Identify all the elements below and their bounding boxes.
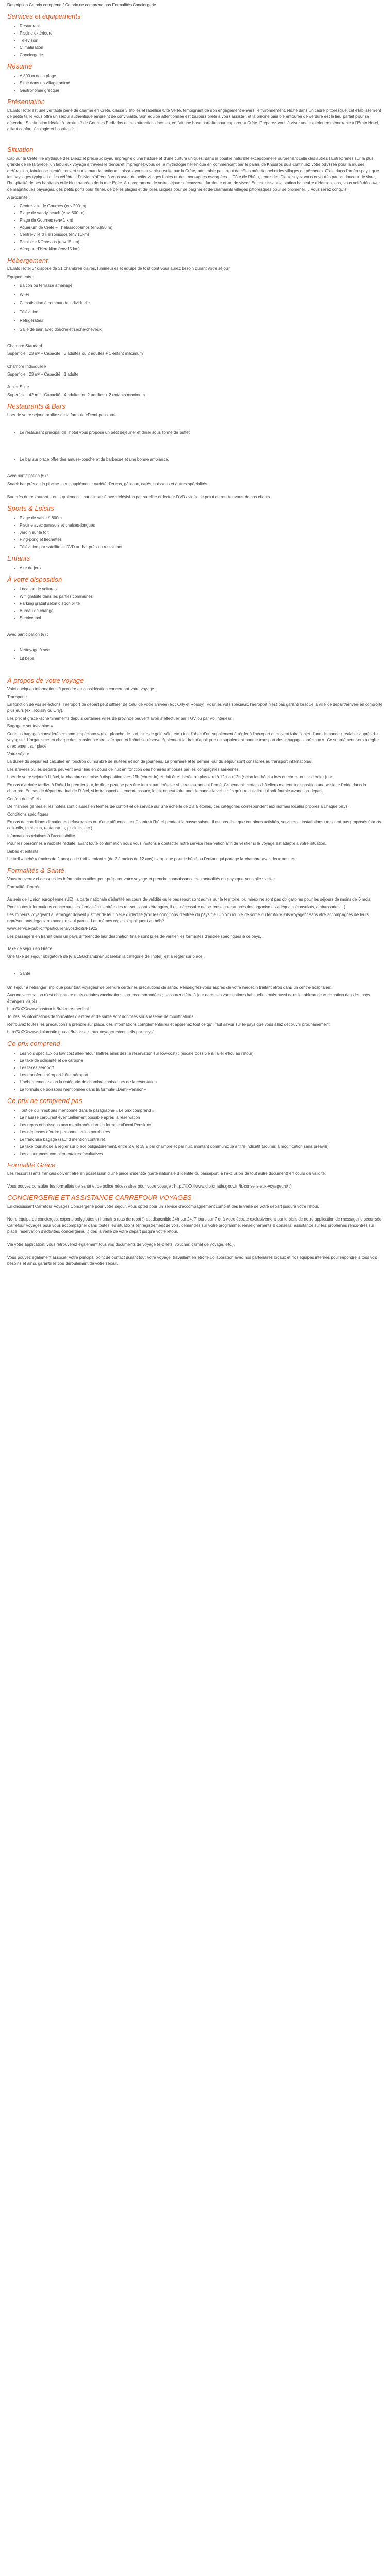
propos-paragraph: De manière générale, les hôtels sont classés en termes de confort et de service sur une échelle de 2 à 5 étoiles, ces catégories correspondent aux normes locales propres à chaque pays. — [7, 804, 349, 809]
formalites-paragraph: Pour toutes informations concernant les formalités d’entrée des ressortissants étrangers, il est nécessaire de se renseigner auprès des organismes adéquats (consulats, ambassades…). — [7, 904, 347, 909]
list-item: • Wifi gratuite dans les parties communes — [20, 594, 384, 600]
proximite-label: A proximité : — [7, 195, 30, 200]
propos-paragraph: Voici quelques informations à prendre en considération concernant votre voyage. — [7, 686, 155, 691]
list-item: • Aquarium de Crète – Thalassocosmos (env.850 m) — [20, 225, 384, 231]
disposition-list-paid — [7, 647, 384, 662]
list-item: • Lit bébé — [20, 656, 384, 662]
ne-comprend-list — [7, 1108, 384, 1157]
list-item: • Conciergerie — [20, 52, 384, 58]
list-item: • La hausse carburant éventuellement possible après la réservation — [20, 1115, 384, 1121]
list-item: • Piscine avec parasols et chaises-longues — [20, 522, 384, 529]
formalites-paragraph: Au sein de l’Union européenne (UE), la carte nationale d’identité en cours de validité ou le passeport sont admis sur le territoire, ou mieux ne sont pas obligatoires pour les séjours de moins de 6 mois. — [7, 896, 372, 902]
list-item: • Centre-ville de Gournes (env.200 m) — [20, 203, 384, 209]
hebergement-list — [7, 283, 384, 333]
restaurants-title: Restaurants & Bars — [7, 402, 66, 411]
situation-list — [7, 203, 384, 252]
propos-paragraph: En fonction de vos sélections, l’aéroport de départ peut différer de celui de votre arrivée (ex : Orly et Roissy). Pour les vols spéciaux, l’aéroport n’est pas garanti lorsque la ville de départ/arrivée en comporte plusieurs (ex : Roissy ou Orly). — [7, 702, 383, 713]
formalites-paragraph: Une taxe de séjour obligatoire de [€ à 15€/chambre/nuit (selon la catégorie de l’hôtel) est à régler sur place. — [7, 954, 204, 959]
propos-paragraph: Informations relatives à l’accessibilité — [7, 833, 75, 838]
list-item: • L’hébergement selon la catégorie de chambre choisie lors de la réservation — [20, 1079, 384, 1086]
room-desc: Superficie : 23 m² – Capacité : 1 adulte — [7, 372, 79, 377]
presentation-title: Présentation — [7, 97, 45, 106]
hebergement-title: Hébergement — [7, 256, 48, 264]
conciergerie-paragraph: Vous pouvez également associer votre principal point de contact durant tout votre voyage, travaillant en étroite collaboration avec nos partenaires locaux et nos équipes internes pour répondre à tous vos besoins et ainsi, garantir le bon déroulement de votre séjour. — [7, 1255, 377, 1266]
situation-text: Cap sur la Crète, île mythique des Dieux et précieux joyau imprégné d’une histoire et d’une culture uniques, dans la bouillie naturelle exceptionnelle surprenant celle des autres ! Entreprenez sur la plus grande de ile la Grèce, un fabuleux voyage à travers le temps et imprégnez-vous de la mythologie hellénique en commençant par le palais de Knossos puis continuez votre odyssée pour la musée d’Héraklion, fabuleuse bientôt couvert sur le mandat antique. Laissez-vous envahir ensuite par la Crète, admirable petit bout de côtes méridionnel et les villages de pêcheurs. C’est dans l’arrière-pays, que les paysages typiques et les célèbres d’olivier s’offrent à vous avec de petits villages isolés et des montagnes escarpées… Côté de Rhétu, tenez des Dieux soyez vous envoutés par sa douceur de vivre, l’hospitalité de ses habitants et le bleu azuréen de la mer Egée. Au programme de votre séjour : découverte, farniente et art de vivre ! En choisissant la station balnéaire d’Hersonissos, vous voilà découvrir de magnifiques paysages, des petits ports pour flâner, de belles plages et de jolies criques pour se baigner et de charmants villages pittoresques pour se promener… Vous serez conquis ! — [7, 156, 380, 192]
formalites-paragraph: Taxe de séjour en Grèce — [7, 946, 53, 951]
propos-title: À propos de votre voyage — [7, 676, 84, 685]
list-item: • La taxe de solidarité et de carbone — [20, 1058, 384, 1064]
list-item: • Télévision — [20, 309, 384, 315]
formalites-paragraph: Aucune vaccination n’est obligatoire mais certains vaccinations sont recommandées ; s’assurer d’être à jour dans ses vaccinations habituelles mais aussi dans le tableau de vaccination dans les pays étrangers visités. — [7, 992, 370, 1004]
formalites-paragraph: Un séjour à l’étranger implique pour tout voyageur de prendre certaines précautions de santé. Renseignez-vous auprès de votre médecin traitant et/ou dans un centre hospitalier. — [7, 985, 332, 990]
resume-title: Résumé — [7, 62, 32, 70]
services-list — [7, 23, 384, 58]
propos-paragraph: La durée du séjour est calculée en fonction du nombre de nuitées et non de journées. La première et le dernier jour du séjour sont consacrés au transport international. — [7, 759, 313, 764]
restaurants-extra: Bar près du restaurant – en supplément : bar climatisé avec télévision par satellite et lecteur DVD / vidéo, le point de rendez-vous de nos clients. — [7, 495, 271, 500]
formalites-paragraph: Vous trouverez ci-dessous les informations utiles pour préparer votre voyage et prendre connaissance des actualités du pays que vous allez visiter. — [7, 876, 276, 882]
list-item: • Situé dans un village animé — [20, 80, 384, 87]
list-item: • La formule de boissons mentionnée dans la formule «Demi-Pension» — [20, 1087, 384, 1093]
disposition-list — [7, 586, 384, 621]
presentation-text: L’Erato Hotel est une véritable perle de charme en Crète, classé 3 étoiles et labellisé Cité Verte, témoignant de son engagement envers l’environnement. Niché dans un cadre pittoresque, cet établissement de petite taille vous offre un séjour authentique empreint de convivialité. Son équipe attentionnée est toujours prête à vous assister, et la piscine paisible entourée de verdure est le lieu parfait pour se détendre. Sa situation idéale, à proximité de Gournes Pediados et des attractions locales, en fait une base parfaite pour explorer la Crète. Préparez-vous à vivre une expérience mémorable à l’Erato Hotel, alliant confort, écologie et hospitalité. — [7, 108, 381, 131]
propos-paragraph: Conditions spécifiques — [7, 811, 49, 817]
enfants-list — [7, 565, 384, 571]
formalite-grece-title: Formalité Grèce — [7, 1161, 56, 1169]
list-item: • Le restaurant principal de l’hôtel vous propose un petit déjeuner et dîner sous forme de buffet — [20, 430, 384, 436]
page-content — [0, 0, 391, 1274]
sante-list — [7, 971, 384, 977]
propos-paragraph: Pour les personnes à mobilité réduite, avant toute confirmation nous vous invitons à contacter notre service réservation afin de vérifier si le voyage est adapté à votre situation. — [7, 841, 327, 846]
list-item: • Climatisation à commande individuelle — [20, 300, 384, 307]
propos-paragraph: Bagage « soute/cabine » — [7, 723, 53, 728]
conciergerie-title: CONCIERGERIE ET ASSISTANCE CARREFOUR VOYAGES — [7, 1194, 192, 1202]
conciergerie-paragraph: Via votre application, vous retrouverez également tous vos documents de voyage (e-billets, voucher, carnet de voyage, etc.). — [7, 1242, 235, 1247]
formalites-title: Formalités & Santé — [7, 866, 64, 874]
equipements-label: Equipements : — [7, 275, 34, 280]
list-item: • Service taxi — [20, 615, 384, 621]
list-item: • Centre-ville d’Hersonissos (env.10km) — [20, 232, 384, 238]
conciergerie-paragraph: En choisissant Carrefour Voyages Conciergerie pour votre séjour, vous optez pour un service d’accompagnement complet dès la veille de votre départ jusqu’à votre retour. — [7, 1204, 319, 1209]
list-item: • La taxe touristique à régler sur place obligatoirement, entre 2 € et 15 € par chambre et par nuit, montant communiqué à titre indicatif (soumis à modification sans préavis) — [20, 1144, 384, 1150]
list-item: • Wi-Fi — [20, 292, 384, 298]
hebergement-text: L’Erato Hotel 3* dispose de 31 chambres claires, lumineuses et équipé de tout dont vous aurez besoin durant votre séjour. — [7, 266, 231, 272]
room-name: Chambre Standard — [7, 344, 42, 349]
propos-paragraph: Transport : — [7, 694, 27, 699]
propos-paragraph: Votre séjour — [7, 751, 29, 756]
list-item: • Parking gratuit selon disponibilité — [20, 601, 384, 607]
formalite-grece-paragraph: Les ressortissants français doivent être en possession d’une pièce d’identité (carte nationale d’identité ou passeport, à l’exclusion de tout autre document) en cours de validité. — [7, 1171, 327, 1176]
conciergerie-paragraph: Notre équipe de concierges, experts polyglottes et humains (pas de robot !) est disponible 24h sur 24, 7 jours sur 7 et à votre écoute exclusivement par le biais de notre application de messagerie sécurisée, Carrefour Voyages pour vous accompagner dans toutes les situations (enregistrement de vols, demandes sur votre programme, renseignements & conseils, assistance sur les problèmes rencontrés sur place, réservation d’activités, conciergerie…) dès la veille de votre départ jusqu’à votre retour. — [7, 1217, 383, 1234]
intro-line: Description Ce prix comprend / Ce prix ne comprend pas Formalités Conciergerie — [7, 3, 156, 7]
list-item: • Restaurant — [20, 23, 384, 29]
avec-participation-label: Avec participation (€) : — [7, 632, 48, 637]
list-item: • Plage de Gournes (env.1 km) — [20, 217, 384, 224]
list-item: • Nettoyage à sec — [20, 647, 384, 653]
list-item: • Télévision par satellite et DVD au bar près du restaurant — [20, 544, 384, 550]
disposition-title: À votre disposition — [7, 575, 62, 584]
room-name: Chambre Individuelle — [7, 364, 46, 369]
propos-paragraph: Certains bagages considérés comme « spéciaux » (ex : planche de surf, club de golf, vélo, etc.) font l’objet d’un supplément à régler à l’aéroport et doivent faire l’objet d’une demande préalable auprès du voyagiste. L’organisme en charge des transferts entre l’aéroport et l’hôtel se réserve également le droit d’appliquer un supplément pour le transport des « bagages spéciaux ». Ce supplément sera à régler directement sur place. — [7, 731, 379, 749]
formalites-link[interactable]: http://XXXXwww.pasteur.fr /fr/centre-medical — [7, 1006, 89, 1011]
list-item: • Jardin sur le toit — [20, 530, 384, 536]
formalites-paragraph: Formalité d’entrée — [7, 884, 41, 889]
list-item: • Aire de jeux — [20, 565, 384, 571]
restaurants-extra: Snack bar près de la piscine – en supplément : variété d’encas, gâteaux, cafés, boissons et autres spécialités — [7, 482, 207, 487]
formalites-paragraph: Les mineurs voyageant à l’étranger doivent justifier de leur pièce d’identité (voir les conditions d’entrée du pays de l’Union) munie de sortie du territoire s’ils voyagent sans être accompagnés de leurs représentants légaux ou avec un seul parent. Les mêmes règles s’appliquent au bébé. — [7, 912, 369, 923]
list-item: • Climatisation — [20, 45, 384, 51]
comprend-list — [7, 1050, 384, 1093]
formalites-paragraph: Les passagers en transit dans un pays différent de leur destination finale sont priés de vérifier les formalités d’entrée spécifiques à ce pays. — [7, 934, 262, 939]
propos-paragraph: Le tarif « bébé » (moins de 2 ans) ou le tarif « enfant » (de 2 à moins de 12 ans) s’applique pour le bébé ou l’enfant qui partage la chambre avec deux adultes. — [7, 856, 297, 861]
list-item: • Le bar sur place offre des amuse-bouche et du barbecue et une bonne ambiance. — [20, 456, 384, 463]
sports-title: Sports & Loisirs — [7, 504, 55, 513]
restaurants-text: Lors de votre séjour, profitez de la formule «Demi-pension». — [7, 413, 117, 418]
list-item: • Palais de KOnossos (env.15 km) — [20, 239, 384, 245]
list-item: • Le franchise bagage (sauf d mention contraire) — [20, 1137, 384, 1143]
list-item: • Location de voitures — [20, 586, 384, 592]
enfants-title: Enfants — [7, 554, 30, 563]
list-item: • Piscine extérieure — [20, 30, 384, 37]
room-name: Junior Suite — [7, 385, 29, 390]
list-item: • Salle de bain avec douche et sèche-cheveux — [20, 327, 384, 333]
propos-body — [7, 686, 384, 862]
list-item: • Plage de sable à 800m — [20, 515, 384, 521]
situation-title: Situation — [7, 145, 34, 154]
list-item: • Les taxes aéroport — [20, 1065, 384, 1071]
room-desc: Superficie : 42 m² – Capacité : 4 adultes ou 2 adultes + 2 enfants maximum — [7, 393, 145, 398]
list-item: • Aéroport d’Héraklion (env.15 km) — [20, 246, 384, 252]
list-item: • Tout ce qui n’est pas mentionné dans le paragraphe « Le prix comprend » — [20, 1108, 384, 1114]
list-item: • Ping-pong et fléchettes — [20, 537, 384, 543]
list-item: • Balcon ou terrasse aménagé — [20, 283, 384, 289]
propos-paragraph: Bébés et enfants — [7, 849, 39, 854]
services-title: Services et équipements — [7, 12, 81, 20]
list-item: • Bureau de change — [20, 608, 384, 614]
propos-paragraph: Les prix et grace -acheminements depuis certaines villes de province peuvent avoir s’effectuer par TGV ou par voi intérieur. — [7, 716, 233, 721]
list-item: • Les dépenses d’ordre personnel et les pourboires — [20, 1129, 384, 1136]
list-item: • Les transferts aéroport-hôtel-aéroport — [20, 1072, 384, 1078]
propos-paragraph: Confort des hôtels — [7, 796, 41, 801]
formalites-link[interactable]: http://XXXXwww.diplomatie.gouv.fr/fr/conseils-aux-voyageurs/conseils-par-pays/ — [7, 1029, 154, 1035]
list-item: • Télévision — [20, 38, 384, 44]
propos-paragraph: En cas d’arrivée tardive à l’hôtel la premier jour, le dîner peut ne pas être fourni par l’hôtelier si le restaurant est fermé. Cependant, certains hôteliers mettent à disposition une assiette froide dans la chambre. En cas de départ matinal de l’hôtel, si le transport est encore assuré, le client peut faire une demande la veille afin qu’une collation lui soit fournie avant son départ. — [7, 782, 366, 793]
formalites-body — [7, 876, 384, 1036]
formalites-link[interactable]: www.service-public.fr/particuliers/vosdroits/F1922 — [7, 926, 98, 931]
list-item: • Gastronomie grecque — [20, 88, 384, 94]
restaurants-list — [7, 430, 384, 463]
comprend-title: Ce prix comprend — [7, 1039, 60, 1047]
formalites-paragraph: Toutes les informations de formalités d’entrée et de santé sont données sous réserve de modifications. — [7, 1014, 195, 1019]
propos-paragraph: Les arrivées ou les départs peuvent avoir lieu en cours de nuit en fonction des horaires imposés par les compagnies aériennes. — [7, 767, 240, 772]
list-item: • Réfrigérateur — [20, 318, 384, 324]
formalites-paragraph: Retrouvez toutes les précautions à prendre sur place, des informations complémentaires et apprenez tout ce qu’il faut savoir sur le pays que vous allez découvrir prochainement. — [7, 1022, 331, 1027]
list-item: • Les assurances complémentaires facultatives — [20, 1151, 384, 1157]
list-item: • Les vols spéciaux ou low cost aller-retour (lettres émis dès la réservation sur low-cost) : (escale possible à l’aller et/ou au retour) — [20, 1050, 384, 1057]
ne-comprend-title: Ce prix ne comprend pas — [7, 1096, 83, 1105]
room-desc: Superficie : 23 m² – Capacité : 3 adultes ou 2 adultes + 1 enfant maximum — [7, 351, 143, 357]
list-item: • Les repas et boissons non mentionnés dans la formule «Demi-Pension» — [20, 1122, 384, 1128]
avec-participation-label: Avec participation (€) : — [7, 473, 48, 479]
resume-list — [7, 73, 384, 94]
propos-paragraph: Lors de votre séjour à l’hôtel, la chambre est mise à disposition vers 15h (check-in) et doit être libérée au plus tard à 12h ou 12h (selon les hôtels) lors du check-out le dernier jour. — [7, 774, 333, 779]
list-item: • Santé — [20, 971, 384, 977]
list-item: • A 800 m de la plage — [20, 73, 384, 79]
propos-paragraph: En cas de conditions climatiques défavorables ou d’une affluence insuffisante à l’hôtel pendant la basse saison, il est possible que certaines activités, services et installations ne soient pas proposés (sports collectifs, mini-club, restaurants, piscines, etc.). — [7, 819, 381, 831]
sports-list — [7, 515, 384, 550]
list-item: • Plage de sandy beach (env. 800 m) — [20, 210, 384, 216]
formalite-grece-paragraph: Vous pouvez consulter les formalités de santé et de police nécessaires pour votre voyage : http://XXXXwww.diplomatie.gouv.fr /fr/conseils-aux-voyageurs/ :) — [7, 1184, 292, 1189]
